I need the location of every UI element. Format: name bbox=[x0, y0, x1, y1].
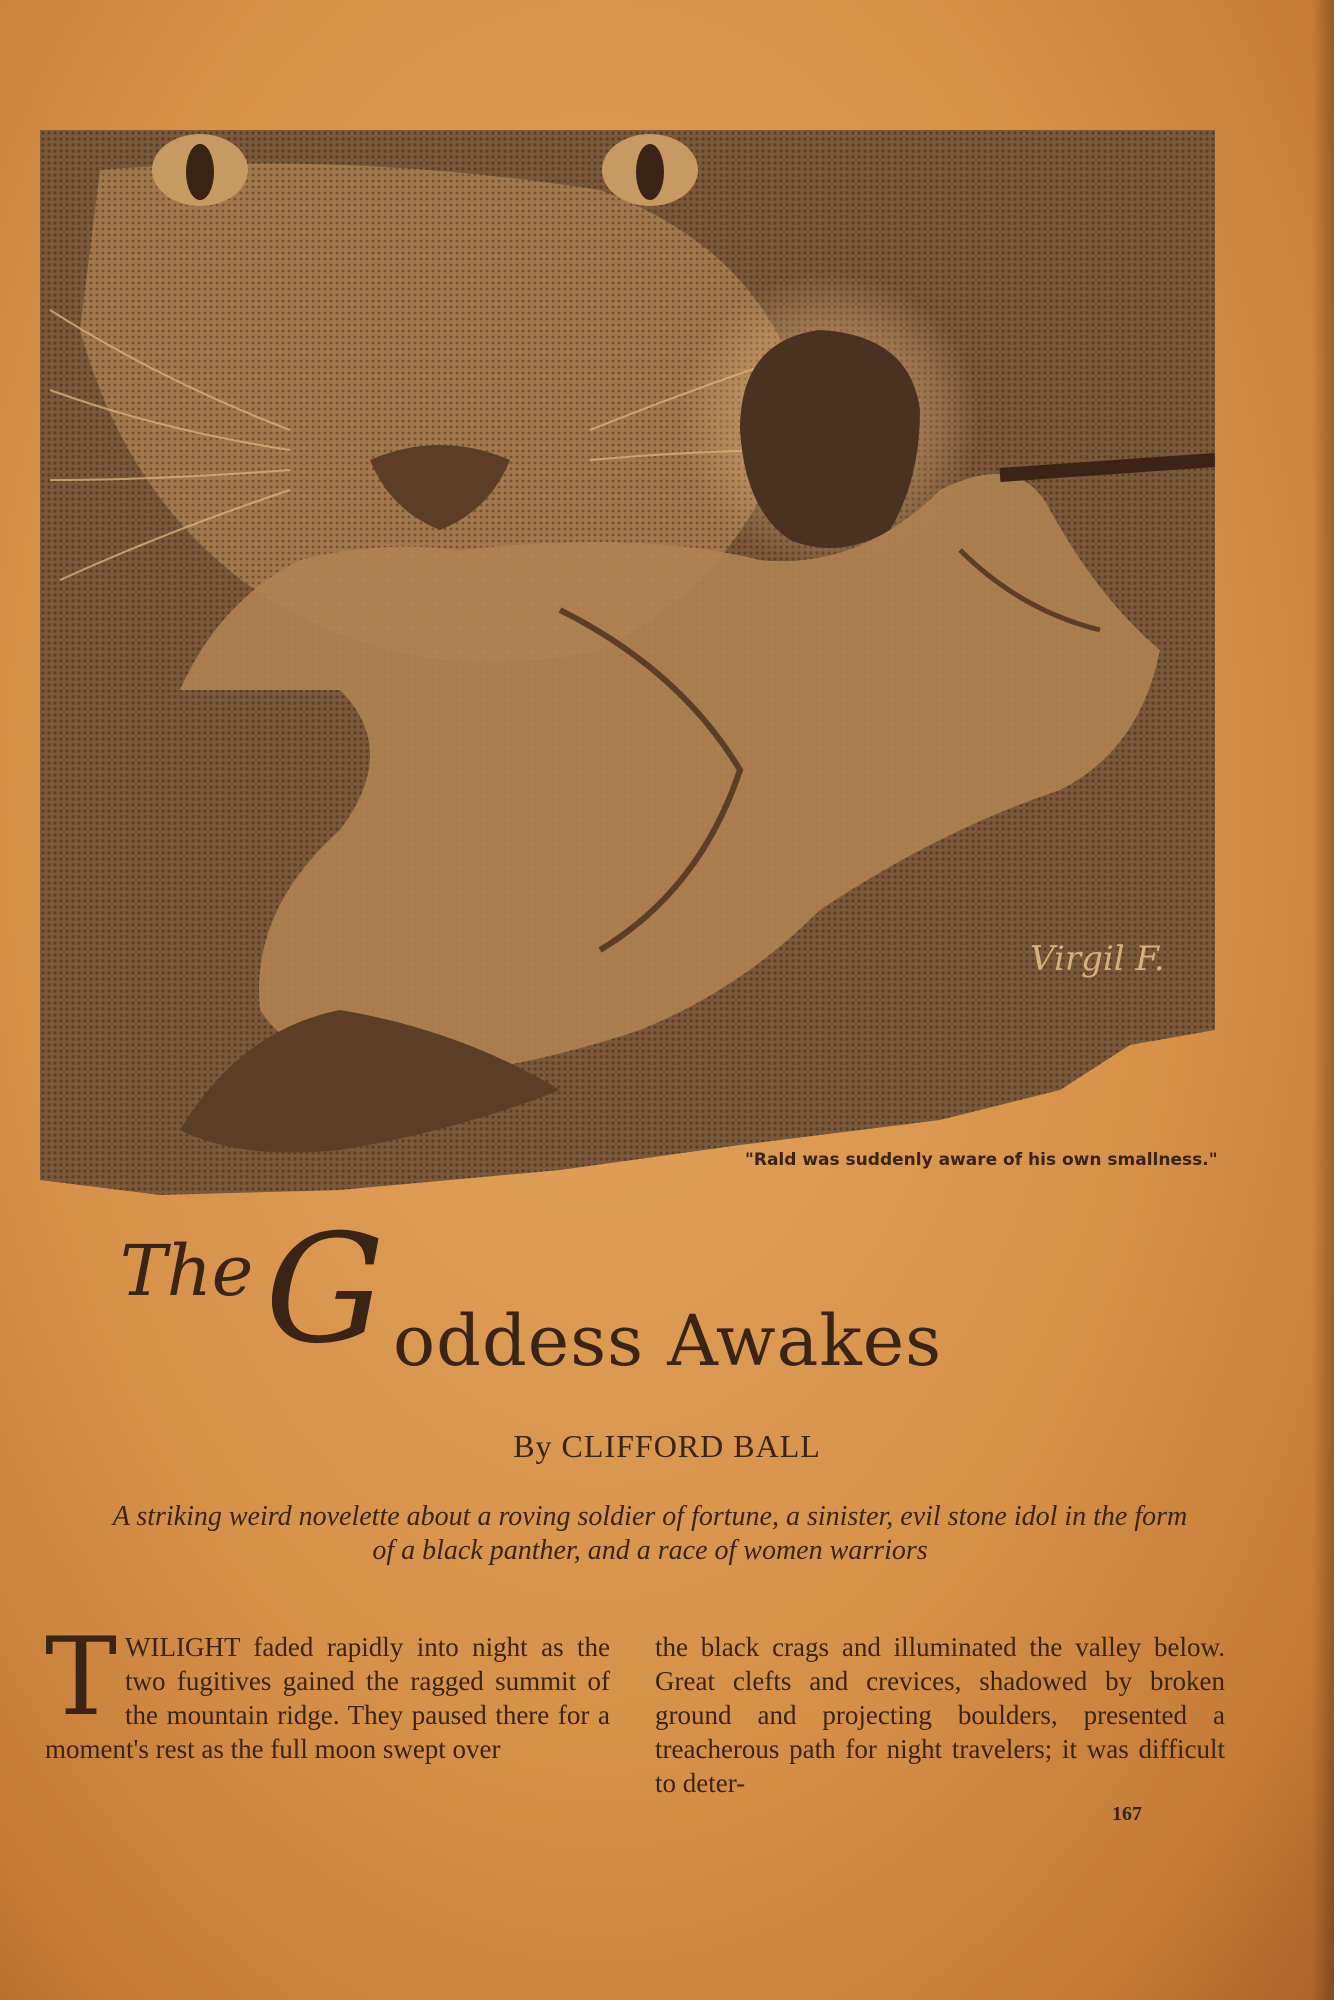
body-text-left: WILIGHT faded rapidly into night as the two fugitives gained the ragged summit of the mountain ridge. They paused there for a moment's rest as the full moon swept over bbox=[45, 1632, 610, 1764]
page-number: 167 bbox=[1112, 1803, 1142, 1825]
title-initial: G bbox=[265, 1203, 385, 1377]
story-blurb: A striking weird novelette about a roving soldier of fortune, a sinister, evil stone idol in the form of a black panther, and a race of women warriors bbox=[112, 1501, 1188, 1566]
warrior-head bbox=[740, 330, 920, 548]
title-rest: oddess Awakes bbox=[393, 1300, 943, 1382]
illustration-caption: "Rald was suddenly aware of his own smallness." bbox=[745, 1150, 1218, 1170]
title-the: The bbox=[120, 1230, 254, 1312]
artist-signature: Virgil F. bbox=[1030, 939, 1165, 979]
body-column-right: the black crags and illuminated the valley below. Great clefts and crevices, shadowed by broken ground and projecting boulders, presented a treacherous path for night travelers; it was difficult to deter- bbox=[655, 1632, 1225, 1798]
page-edge-shadow bbox=[1312, 0, 1334, 2000]
body-column-left bbox=[45, 1615, 610, 1766]
story-illustration bbox=[40, 130, 1215, 1195]
byline: By CLIFFORD BALL bbox=[513, 1428, 821, 1464]
dropcap: T bbox=[45, 1615, 118, 1740]
